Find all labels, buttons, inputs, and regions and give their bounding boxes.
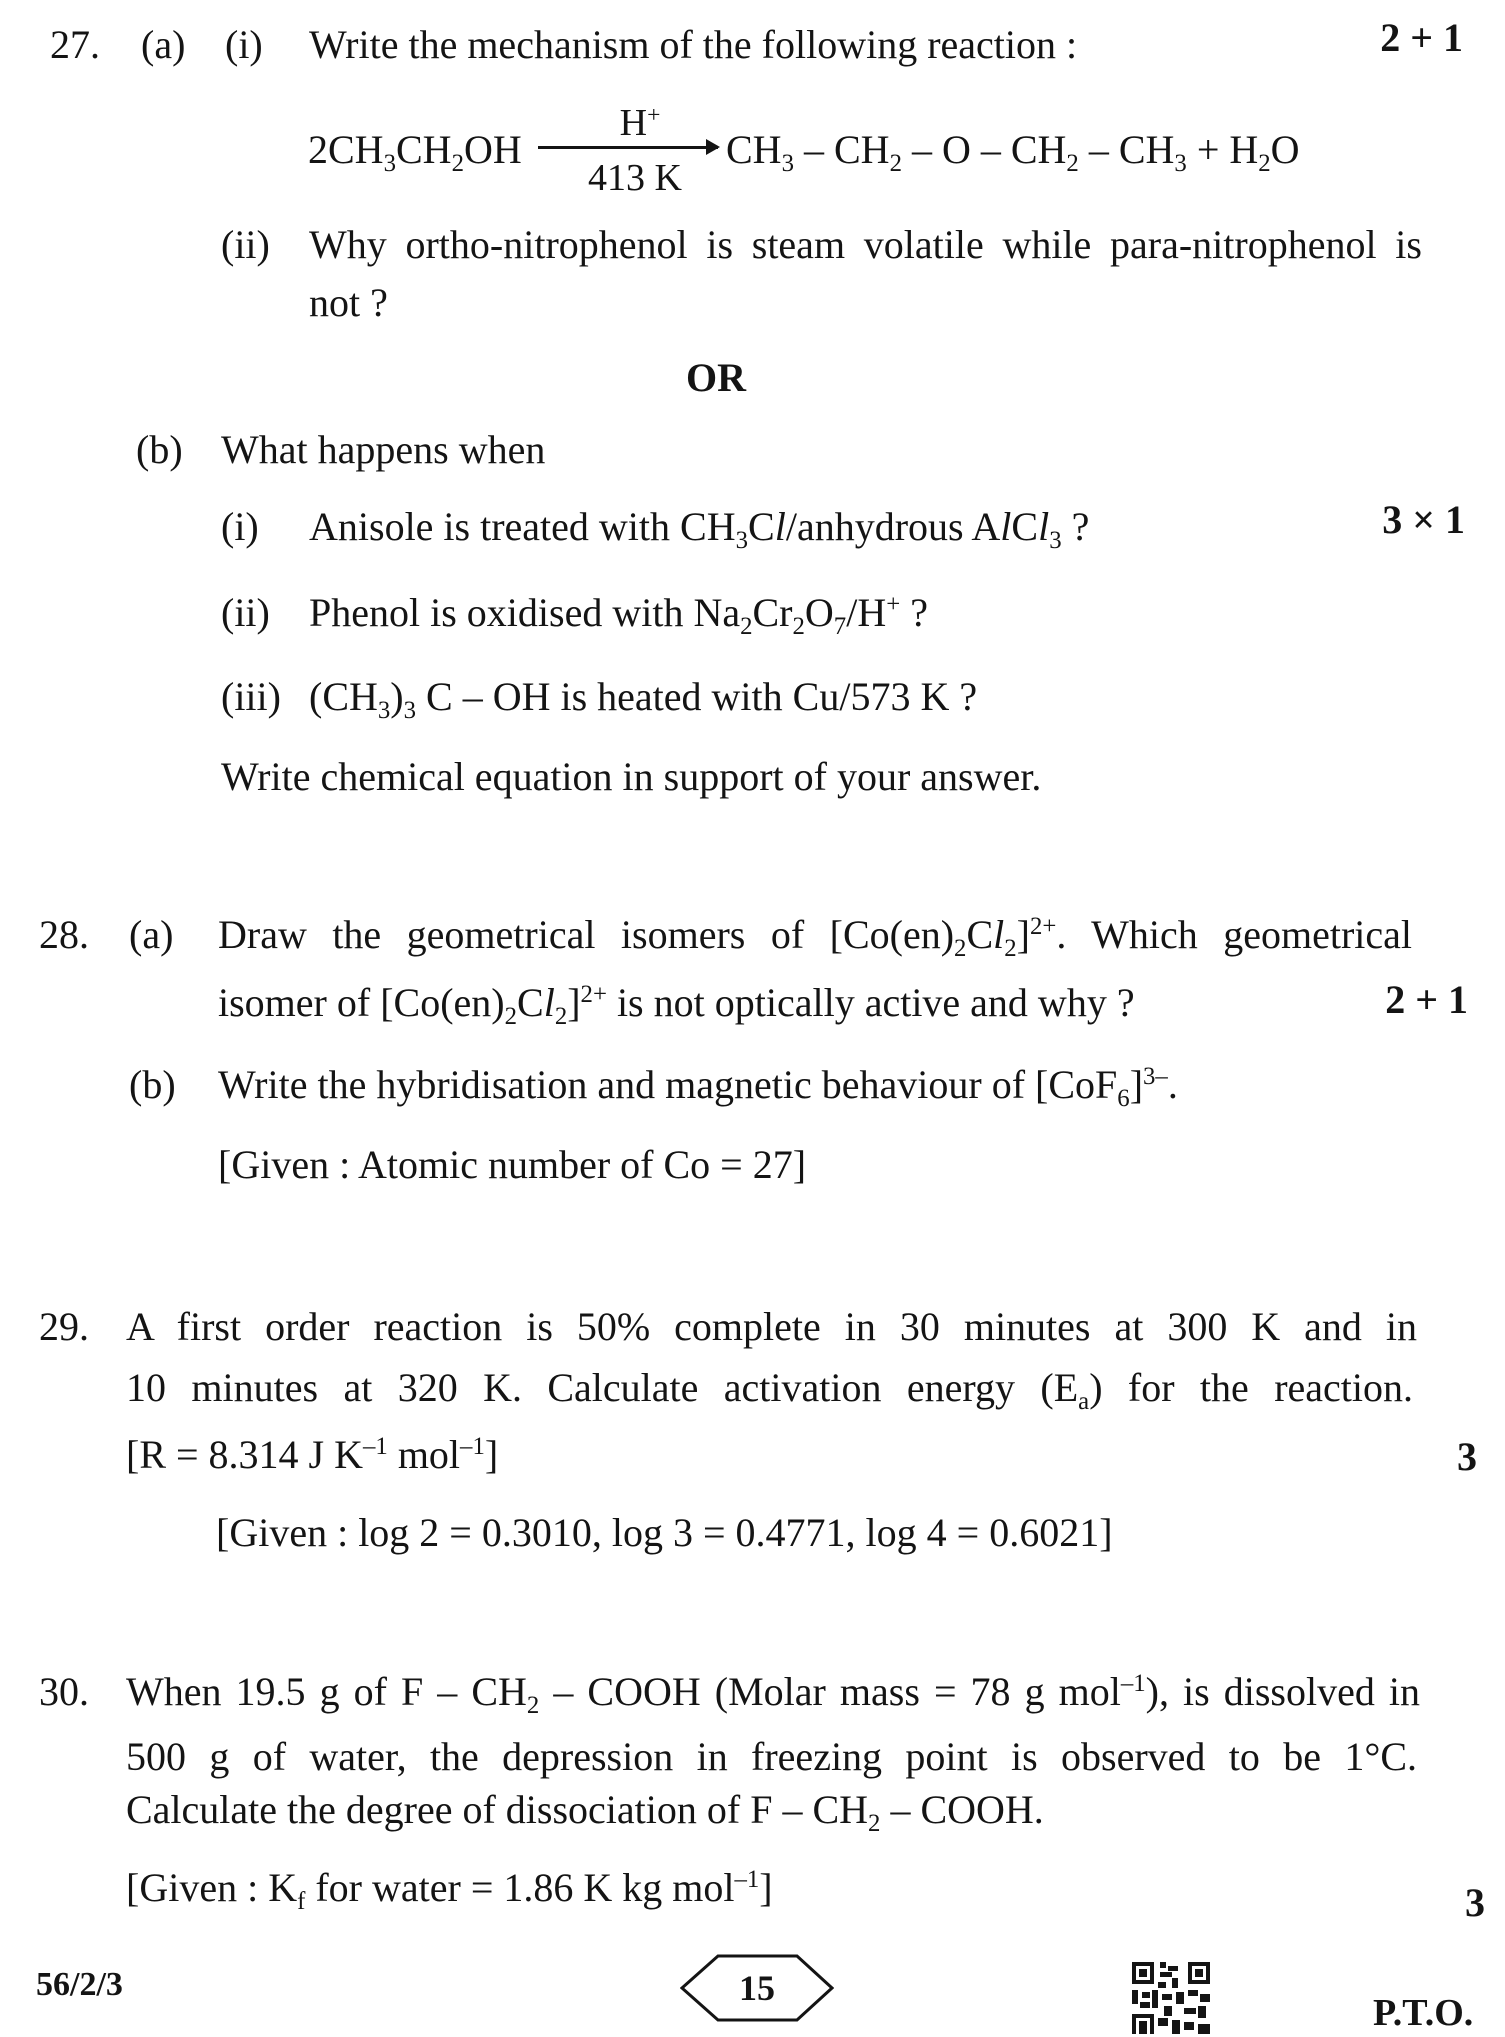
q30-line2: 500 g of water, the depression in freezing point is observed to be 1°C. xyxy=(126,1734,1417,1779)
q29-marks: 3 xyxy=(1457,1434,1477,1479)
q27-a-ii-text-line2: not ? xyxy=(309,280,388,325)
q29-line3: [R = 8.314 J $K^{-1}$ mol$^{-1}$] xyxy=(126,1432,499,1477)
q27-a-ii-label: (ii) xyxy=(221,222,270,267)
q27-a-ii-text-line1: Why ortho-nitrophenol is steam volatile while para-nitrophenol is xyxy=(309,222,1422,267)
q28-b-line1: Write the hybridisation and magnetic behaviour of $[CoF_6]^{3-}$. xyxy=(218,1062,1178,1112)
q27-b-item-label: (iii) xyxy=(221,674,281,719)
page-number: 15 xyxy=(739,1968,775,2008)
q27-b-item-text: $(CH_3)_3$ C – OH is heated with Cu/573 K ? xyxy=(309,674,978,724)
question-number-29: 29. xyxy=(39,1304,89,1349)
q30-given: [Given : $K_f$ for water = 1.86 K kg mol$^{-1}$] xyxy=(126,1865,773,1915)
question-number-30: 30. xyxy=(39,1669,89,1714)
qr-code-icon xyxy=(1132,1962,1212,2034)
q30-line3: Calculate the degree of dissociation of F – $CH_2$ – COOH. xyxy=(126,1787,1044,1837)
q28-marks: 2 + 1 xyxy=(1385,977,1468,1022)
q27-b-item-text: Anisole is treated with $CH_3Cl$/anhydrous AlCl$_3$ ? xyxy=(309,504,1090,554)
q28-a-line2: isomer of $[Co(en)_2Cl_2]^{2+}$ is not optically active and why ? xyxy=(218,980,1135,1030)
q28-part-b-label: (b) xyxy=(129,1062,176,1107)
q27-a-i-label: (i) xyxy=(225,22,263,67)
q27-b-item-label: (i) xyxy=(221,504,259,549)
q27-b-marks: 3 × 1 xyxy=(1382,497,1465,542)
equation-reactant: $2CH_3CH_2OH$ xyxy=(308,127,522,177)
equation-products: $CH_3 - CH_2 - O - CH_2 - CH_3 + H_2O$ xyxy=(726,127,1300,177)
q27-a-i-text: Write the mechanism of the following reaction : xyxy=(309,22,1078,67)
question-number-27: 27. xyxy=(50,22,100,67)
q28-a-line1: Draw the geometrical isomers of $[Co(en)_2Cl_2]^{2+}$. Which geometrical xyxy=(218,912,1413,962)
q27-b-footer: Write chemical equation in support of your answer. xyxy=(221,754,1042,799)
reaction-arrow-icon xyxy=(538,146,718,149)
q27-part-a-label: (a) xyxy=(141,22,186,67)
equation-temperature: 413 K xyxy=(588,157,682,199)
paper-code: 56/2/3 xyxy=(36,1966,123,2003)
question-number-28: 28. xyxy=(39,912,89,957)
q30-marks: 3 xyxy=(1465,1880,1485,1925)
q28-part-a-label: (a) xyxy=(129,912,174,957)
or-separator: OR xyxy=(686,355,746,400)
q27-b-item-label: (ii) xyxy=(221,590,270,635)
equation-catalyst: H+ xyxy=(619,102,661,144)
q29-line2: 10 minutes at 320 K. Calculate activation energy $(E_a)$ for the reaction. xyxy=(126,1365,1414,1415)
q29-line1: A first order reaction is 50% complete in 30 minutes at 300 K and in xyxy=(126,1304,1417,1349)
q27-marks: 2 + 1 xyxy=(1380,15,1463,60)
please-turn-over: P.T.O. xyxy=(1373,1992,1474,2034)
q27-b-item-text: Phenol is oxidised with $Na_2Cr_2O_7/H^+$ ? xyxy=(309,590,928,640)
q28-b-given: [Given : Atomic number of Co = 27] xyxy=(218,1142,807,1187)
q27-b-intro: What happens when xyxy=(221,427,546,472)
q29-given: [Given : log 2 = 0.3010, log 3 = 0.4771, log 4 = 0.6021] xyxy=(216,1510,1113,1555)
q27-part-b-label: (b) xyxy=(136,427,183,472)
q30-line1: When 19.5 g of F – $CH_2$ – COOH (Molar mass = 78 g mol$^{-1}$), is dissolved in xyxy=(126,1669,1421,1719)
